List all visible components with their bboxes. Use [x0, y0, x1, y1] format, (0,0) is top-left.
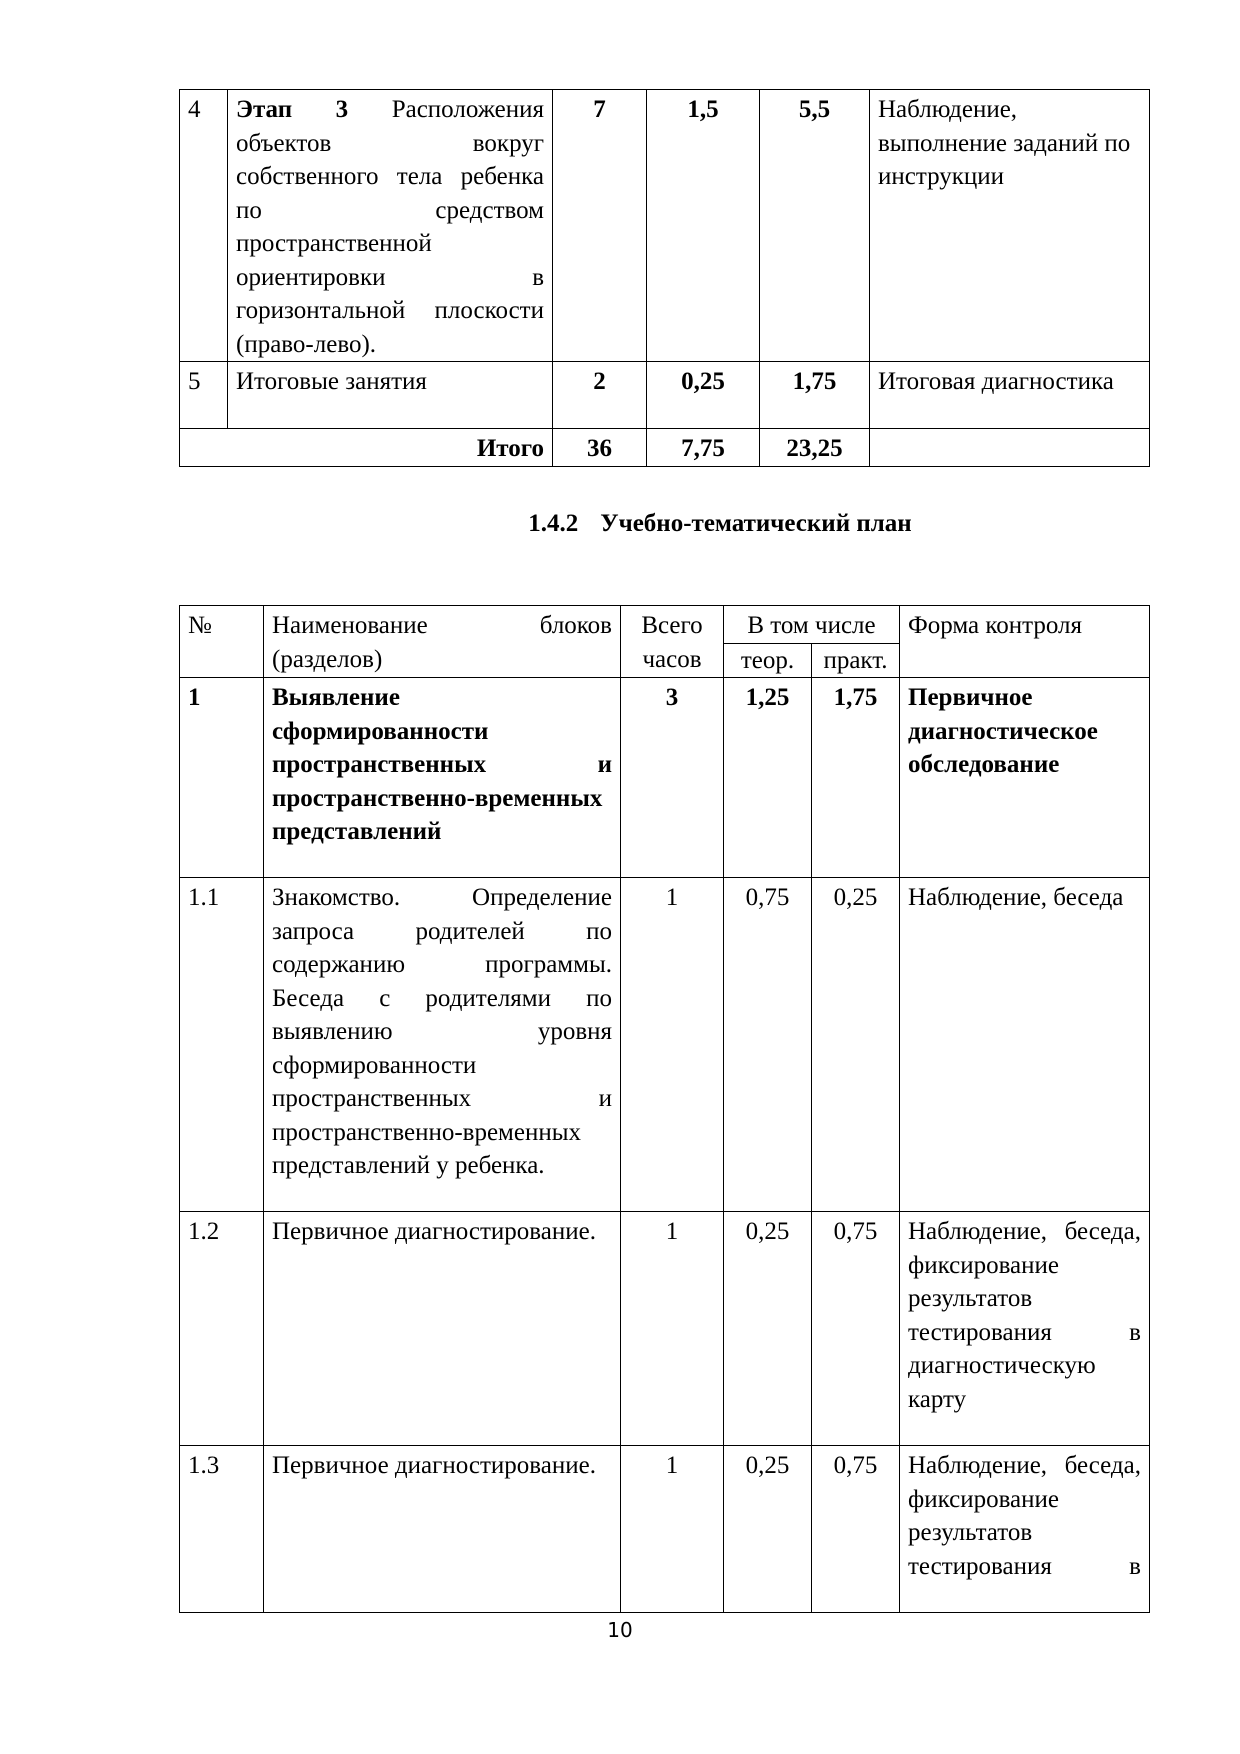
- hours-total: 3: [621, 678, 724, 878]
- table-row: [180, 678, 1150, 878]
- header-including: В том числе: [724, 606, 900, 644]
- block-name: Первичное диагностирование.: [264, 1446, 621, 1613]
- header-theory: теор.: [724, 643, 812, 678]
- hours-total: 1: [621, 1446, 724, 1613]
- total-control: [870, 429, 1150, 467]
- hours-practice: 0,75: [812, 1446, 900, 1613]
- table-row: [180, 1446, 1150, 1613]
- table-row: [180, 90, 1150, 362]
- row-number: 1.2: [180, 1212, 264, 1446]
- page-number: 10: [607, 1618, 633, 1642]
- stage-title: Этап 3 Расположения объектов вокруг собственного тела ребенка по средством пространственной ориентировки в горизонтальной плоскости (право-лево).: [228, 90, 553, 362]
- section-title: [0, 510, 1240, 538]
- header-total: Всего часов: [621, 606, 724, 678]
- hours-theory: 1,25: [724, 678, 812, 878]
- hours-total: 2: [553, 362, 647, 429]
- hours-total: 1: [621, 878, 724, 1212]
- table-row: [180, 1212, 1150, 1446]
- section-heading: Учебно-тематический план: [600, 510, 912, 537]
- hours-practice: 5,5: [760, 90, 870, 362]
- control-form: Первичное диагностическое обследование: [900, 678, 1150, 878]
- control-form: Итоговая диагностика: [870, 362, 1150, 429]
- block-name: Знакомство. Определение запроса родителей по содержанию программы. Беседа с родителями по выявлению уровня сформированности пространственных и пространственно-временных представлений у ребенка.: [264, 878, 621, 1212]
- row-number: 1.3: [180, 1446, 264, 1613]
- total-theory: 7,75: [647, 429, 760, 467]
- row-number: 1.1: [180, 878, 264, 1212]
- section-number: 1.4.2: [528, 510, 579, 537]
- header-control: Форма контроля: [900, 606, 1150, 678]
- total-label: Итого: [180, 429, 553, 467]
- hours-theory: 0,25: [647, 362, 760, 429]
- hours-theory: 0,75: [724, 878, 812, 1212]
- control-form: Наблюдение, выполнение заданий по инструкции: [870, 90, 1150, 362]
- total-row: [180, 429, 1150, 467]
- hours-total: 1: [621, 1212, 724, 1446]
- hours-practice: 0,25: [812, 878, 900, 1212]
- hours-practice: 0,75: [812, 1212, 900, 1446]
- hours-theory: 0,25: [724, 1212, 812, 1446]
- header-num: №: [180, 606, 264, 678]
- summary-table: [179, 89, 1150, 467]
- block-name: Первичное диагностирование.: [264, 1212, 621, 1446]
- row-number: 4: [180, 90, 228, 362]
- curriculum-table: [179, 605, 1150, 1613]
- hours-theory: 1,5: [647, 90, 760, 362]
- row-number: 5: [180, 362, 228, 429]
- control-form: Наблюдение, беседа, фиксирование результатов тестирования в диагностическую карту: [900, 1212, 1150, 1446]
- header-name: Наименование блоков (разделов): [264, 606, 621, 678]
- table-row: [180, 362, 1150, 429]
- row-number: 1: [180, 678, 264, 878]
- hours-practice: 1,75: [760, 362, 870, 429]
- total-hours: 36: [553, 429, 647, 467]
- hours-practice: 1,75: [812, 678, 900, 878]
- hours-total: 7: [553, 90, 647, 362]
- control-form: Наблюдение, беседа: [900, 878, 1150, 1212]
- stage-title: Итоговые занятия: [228, 362, 553, 429]
- header-row: [180, 606, 1150, 644]
- table-row: [180, 878, 1150, 1212]
- total-practice: 23,25: [760, 429, 870, 467]
- block-name: Выявление сформированности пространственных и пространственно-временных представлений: [264, 678, 621, 878]
- hours-theory: 0,25: [724, 1446, 812, 1613]
- header-practice: практ.: [812, 643, 900, 678]
- control-form: Наблюдение, беседа, фиксирование результатов тестирования в: [900, 1446, 1150, 1613]
